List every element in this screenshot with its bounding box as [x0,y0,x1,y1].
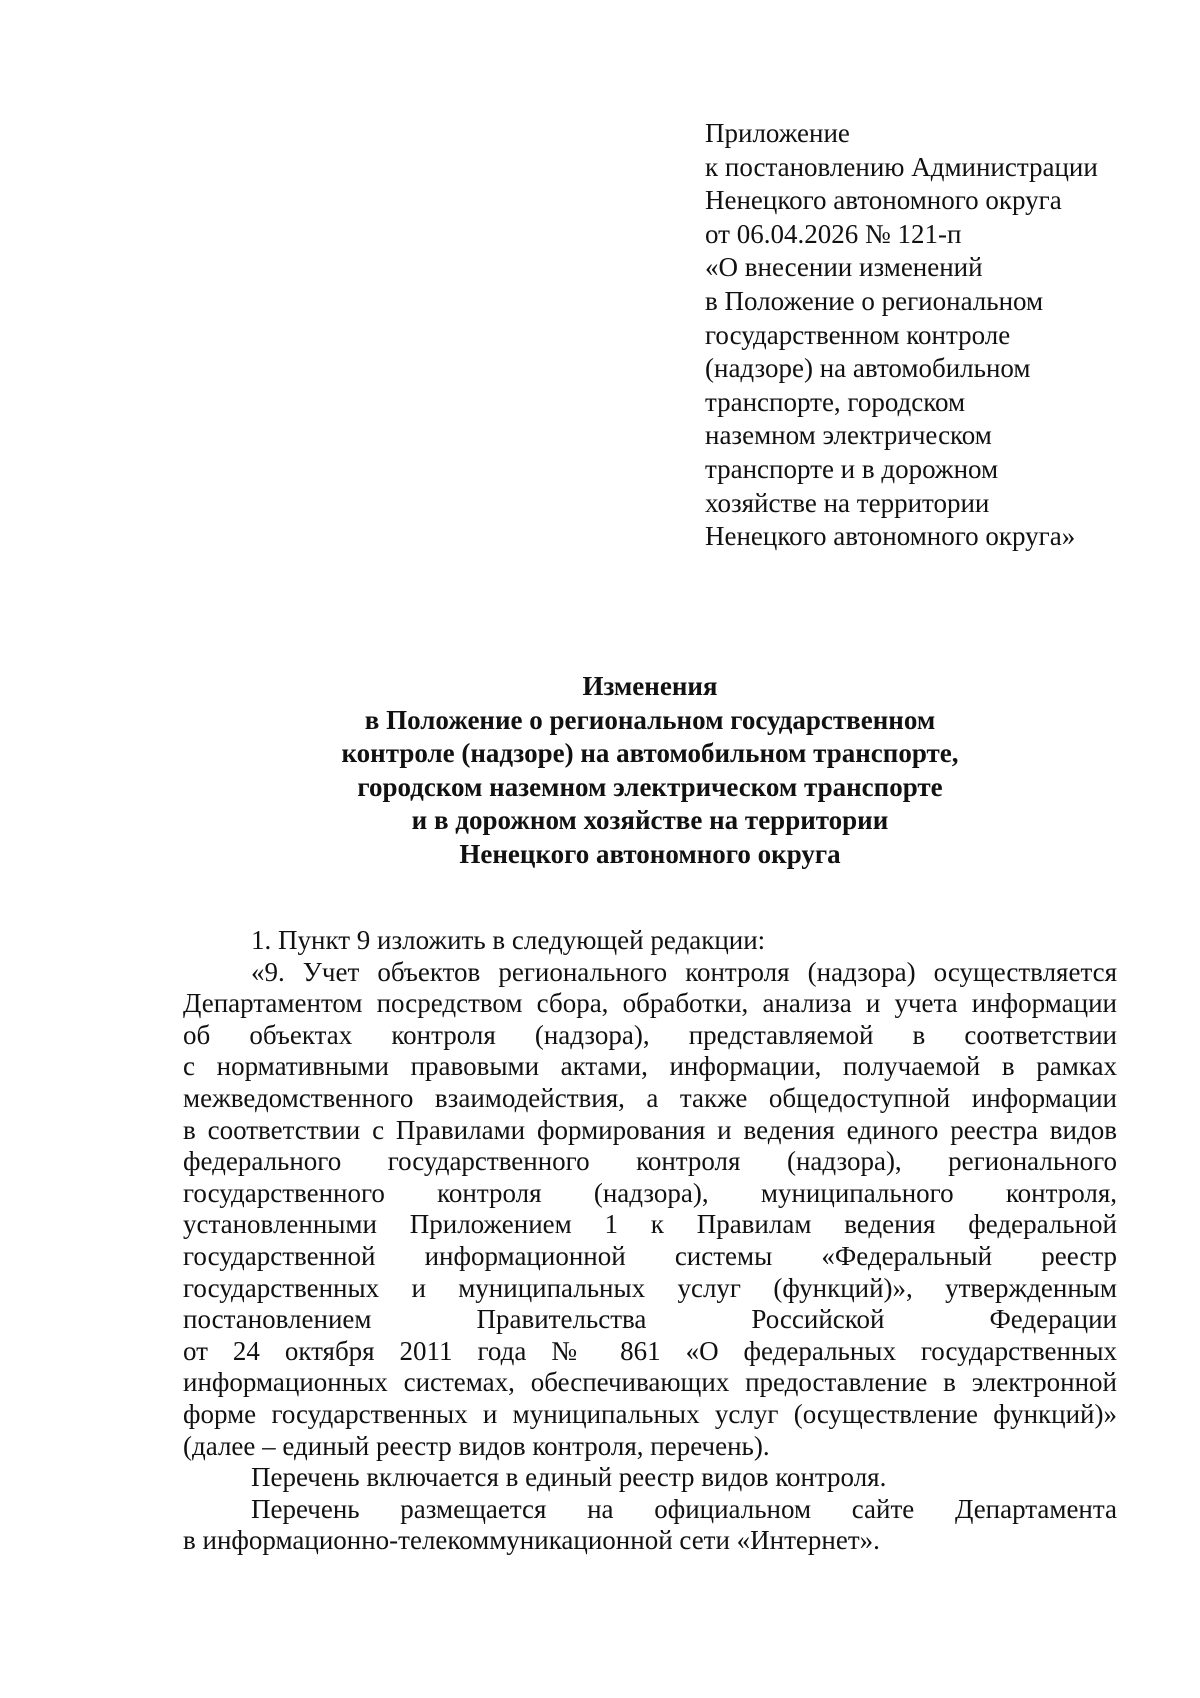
paragraph-line: федерального государственного контроля (надзора), регионального [183,1146,1117,1177]
document-body [183,925,1117,1557]
paragraph-line: (далее – единый реестр видов контроля, перечень). [183,1430,770,1461]
paragraph-line: постановлением Правительства Российской Федерации [183,1304,1117,1335]
paragraph-line: Перечень размещается на официальном сайте Департамента [251,1493,1117,1524]
appendix-line: «О внесении изменений [705,252,983,283]
paragraph-line: государственного контроля (надзора), муниципального контроля, [183,1177,1117,1208]
paragraph-line: форме государственных и муниципальных услуг (осуществление функций)» [183,1398,1117,1429]
paragraph-9 [183,957,1117,1463]
title-line: Изменения [582,671,718,701]
paragraph-registry: Перечень включается в единый реестр видов контроля. [251,1462,887,1493]
item-1-heading: 1. Пункт 9 изложить в следующей редакции: [251,925,766,955]
appendix-line: хозяйстве на территории [705,487,990,518]
paragraph-line: установленными Приложением 1 к Правилам ведения федеральной [183,1209,1117,1240]
paragraph-line: в соответствии с Правилами формирования и ведения единого реестра видов [183,1114,1117,1145]
appendix-line: от 06.04.2026 № 121-п [705,218,962,249]
title-line: контроле (надзоре) на автомобильном транспорте, [341,738,959,769]
title-line: Ненецкого автономного округа [459,838,841,869]
paragraph-line: в информационно-телекоммуникационной сети «Интернет». [183,1525,880,1556]
appendix-line: в Положение о региональном [705,285,1044,316]
document-title [185,670,1115,872]
paragraph-line: информационных системах, обеспечивающих предоставление в электронной [183,1367,1117,1398]
paragraph-line: государственной информационной системы «Федеральный реестр [183,1240,1117,1271]
title-line: и в дорожном хозяйстве на территории [411,805,889,836]
appendix-line: транспорте, городском [705,386,966,417]
paragraph-line: с нормативными правовыми актами, информации, получаемой в рамках [183,1051,1117,1082]
appendix-line: Ненецкого автономного округа» [705,521,1076,552]
appendix-line: государственном контроле [705,319,1011,350]
appendix-header [705,117,1165,554]
paragraph-line: государственных и муниципальных услуг (функций)», утвержденным [183,1272,1117,1303]
paragraph-line: от 24 октября 2011 года № 861 «О федеральных государственных [183,1335,1117,1366]
appendix-line: к постановлению Администрации [705,151,1098,182]
paragraph-line: об объектах контроля (надзора), представляемой в соответствии [183,1019,1117,1050]
appendix-line: (надзоре) на автомобильном [705,353,1031,384]
title-line: городском наземном электрическом транспорте [357,771,943,802]
appendix-line: наземном электрическом [705,420,992,451]
paragraph-line: Департаментом посредством сбора, обработки, анализа и учета информации [183,988,1117,1019]
paragraph-line: «9. Учет объектов регионального контроля (надзора) осуществляется [251,956,1117,987]
appendix-line: транспорте и в дорожном [705,453,999,484]
title-line: в Положение о региональном государственном [364,704,936,735]
appendix-line: Ненецкого автономного округа [705,185,1062,216]
paragraph-line: межведомственного взаимодействия, а также общедоступной информации [183,1082,1117,1113]
appendix-line: Приложение [705,118,850,148]
paragraph-publish [183,1494,1117,1557]
